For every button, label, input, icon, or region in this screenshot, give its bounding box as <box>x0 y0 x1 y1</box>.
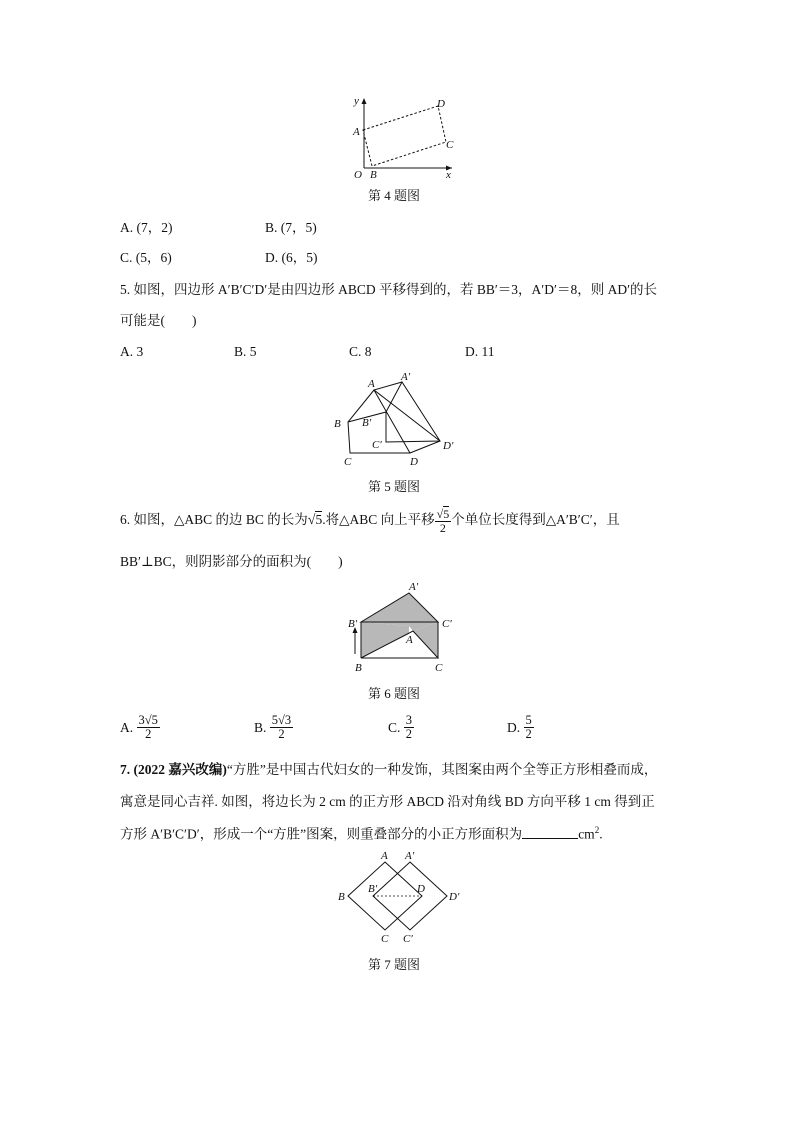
figure-4 <box>340 92 470 184</box>
q6-option-d: D. $\frac{5}{2}$ <box>507 713 532 742</box>
q6-option-c: C. $\frac{3}{2}$ <box>388 713 413 742</box>
figure-5 <box>330 370 465 468</box>
fig5-caption: 第 5 题图 <box>368 479 421 494</box>
q6-stem-line2: BB′⊥BC，则阴影部分的面积为( ) <box>120 554 343 569</box>
q6-option-a: A. $\frac{3√5}{2}$ <box>120 713 158 742</box>
q5-option-c: C. 8 <box>349 344 372 359</box>
q6-text-part1: 6. 如图，△ABC 的边 BC 的长为 <box>120 512 308 528</box>
q6-shift-fraction: $\frac{√5}{2}$ <box>436 507 450 535</box>
fig7-label-A2: A′ <box>405 850 415 862</box>
fig6-label-B2: B′ <box>348 618 358 630</box>
fig5-label-D2: D′ <box>443 440 454 452</box>
q6-text-part2: .将△ABC 向上平移 <box>322 512 435 528</box>
q5-stem-line2: 可能是( ) <box>120 313 197 328</box>
q7-answer-blank[interactable] <box>522 827 578 839</box>
fig4-label-O: O <box>354 169 362 181</box>
fig4-label-C: C <box>446 139 454 151</box>
fig6-label-A2: A′ <box>409 581 419 593</box>
fig5-label-C: C <box>344 456 352 468</box>
q4-option-b: B. (7，5) <box>265 220 317 235</box>
q6-stem-line1 <box>120 508 620 534</box>
q6-text-part3: 个单位长度得到△A′B′C′，且 <box>451 512 620 528</box>
fig4-caption: 第 4 题图 <box>368 188 421 203</box>
q5-stem-line1: 5. 如图，四边形 A′B′C′D′是由四边形 ABCD 平移得到的，若 BB′＝3，A′D′＝8，则 AD′的长 <box>120 282 658 297</box>
fig4-label-D: D <box>437 98 445 110</box>
fig4-label-x: x <box>446 169 451 181</box>
fig4-label-A: A <box>353 126 360 138</box>
q7-stem-line1: 7. (2022 嘉兴改编)“方胜”是中国古代妇女的一种发饰，其图案由两个全等正方形相叠而成， <box>120 762 658 777</box>
q5-option-b: B. 5 <box>234 344 257 359</box>
fig4-label-y: y <box>354 95 359 107</box>
fig7-label-D: D <box>417 883 425 895</box>
q5-option-a: A. 3 <box>120 344 144 359</box>
q6-sqrt5: √5 <box>307 512 323 529</box>
fig5-label-B: B <box>334 418 341 430</box>
q7-stem-line2: 寓意是同心吉祥. 如图，将边长为 2 cm 的正方形 ABCD 沿对角线 BD 方向平移 1 cm 得到正 <box>120 794 655 809</box>
figure-6 <box>345 578 465 676</box>
q5-option-d: D. 11 <box>465 344 495 359</box>
fig6-caption: 第 6 题图 <box>368 686 421 701</box>
fig7-caption: 第 7 题图 <box>368 957 421 972</box>
fig5-label-A2: A′ <box>401 371 411 383</box>
fig7-label-C: C <box>381 933 389 945</box>
fig7-label-C2: C′ <box>403 933 413 945</box>
fig6-label-A: A <box>406 634 413 646</box>
q7-source: 7. (2022 嘉兴改编) <box>120 762 227 777</box>
fig6-label-B: B <box>355 662 362 674</box>
fig7-label-A: A <box>381 850 388 862</box>
q7-stem-line3: 方形 A′B′C′D′，形成一个“方胜”图案，则重叠部分的小正方形面积为 $cm^2$. <box>120 825 603 842</box>
fig5-label-A: A <box>368 378 375 390</box>
q4-option-a: A. (7，2) <box>120 220 173 235</box>
q4-option-c: C. (5，6) <box>120 250 172 265</box>
figure-7 <box>335 850 460 950</box>
fig4-label-B: B <box>370 169 377 181</box>
q4-option-d: D. (6，5) <box>265 250 318 265</box>
fig5-label-B2: B′ <box>362 417 372 429</box>
fig7-label-D2: D′ <box>449 891 460 903</box>
fig7-label-B2: B′ <box>368 883 378 895</box>
q6-option-b: B. $\frac{5√3}{2}$ <box>254 713 292 742</box>
fig6-label-C: C <box>435 662 443 674</box>
fig5-label-C2: C′ <box>372 439 382 451</box>
fig7-label-B: B <box>338 891 345 903</box>
fig5-label-D: D <box>410 456 418 468</box>
fig6-label-C2: C′ <box>442 618 452 630</box>
